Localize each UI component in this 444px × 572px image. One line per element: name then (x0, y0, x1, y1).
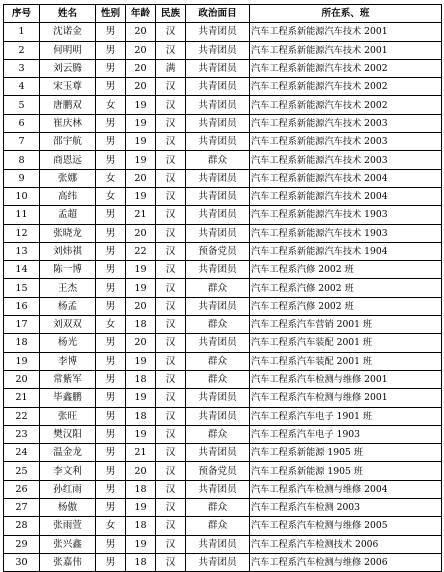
cell-serial: 7 (4, 133, 40, 151)
cell-age: 19 (126, 96, 156, 114)
cell-serial: 20 (4, 370, 40, 388)
cell-serial: 21 (4, 389, 40, 407)
cell-serial: 1 (4, 23, 40, 41)
cell-political-status: 共青团员 (186, 169, 250, 187)
cell-political-status: 共青团员 (186, 114, 250, 132)
cell-department-class: 汽车工程系新能源汽车技术 1903 (250, 224, 442, 242)
cell-political-status: 预备党员 (186, 242, 250, 260)
cell-name: 杨傲 (40, 499, 96, 517)
cell-ethnicity: 满 (156, 59, 186, 77)
cell-department-class: 汽车工程系新能源汽车技术 2002 (250, 78, 442, 96)
cell-department-class: 汽车工程系汽车检测 2003 (250, 499, 442, 517)
table-row (4, 389, 442, 407)
cell-age: 19 (126, 389, 156, 407)
cell-political-status: 预备党员 (186, 462, 250, 480)
cell-ethnicity: 汉 (156, 334, 186, 352)
table-row (4, 78, 442, 96)
cell-department-class: 汽车工程系新能源汽车技术 2003 (250, 151, 442, 169)
cell-gender: 男 (96, 480, 126, 498)
cell-department-class: 汽车工程系新能源 1905 班 (250, 444, 442, 462)
cell-age: 19 (126, 114, 156, 132)
cell-gender: 男 (96, 242, 126, 260)
cell-political-status: 共青团员 (186, 78, 250, 96)
cell-serial: 4 (4, 78, 40, 96)
table-row (4, 425, 442, 443)
cell-name: 高纬 (40, 187, 96, 205)
cell-gender: 男 (96, 297, 126, 315)
table-row (4, 151, 442, 169)
cell-ethnicity: 汉 (156, 499, 186, 517)
cell-gender: 男 (96, 389, 126, 407)
cell-name: 崔庆林 (40, 114, 96, 132)
cell-gender: 男 (96, 535, 126, 553)
cell-age: 18 (126, 553, 156, 571)
cell-ethnicity: 汉 (156, 462, 186, 480)
roster-table-container (3, 4, 442, 572)
cell-age: 20 (126, 224, 156, 242)
cell-age: 20 (126, 169, 156, 187)
cell-gender: 男 (96, 334, 126, 352)
cell-political-status: 群众 (186, 425, 250, 443)
cell-department-class: 汽车工程系汽车电子 1903 (250, 425, 442, 443)
cell-gender: 男 (96, 114, 126, 132)
header-row (4, 5, 442, 23)
header-name: 姓名 (40, 5, 96, 23)
cell-political-status: 共青团员 (186, 444, 250, 462)
cell-department-class: 汽车工程系汽车检测与维修 2005 (250, 517, 442, 535)
cell-gender: 男 (96, 370, 126, 388)
cell-political-status: 群众 (186, 499, 250, 517)
cell-ethnicity: 汉 (156, 425, 186, 443)
cell-serial: 25 (4, 462, 40, 480)
cell-department-class: 汽车工程系新能源汽车技术 1904 (250, 242, 442, 260)
cell-political-status: 共青团员 (186, 41, 250, 59)
cell-name: 张雨萱 (40, 517, 96, 535)
cell-gender: 男 (96, 23, 126, 41)
cell-ethnicity: 汉 (156, 444, 186, 462)
cell-ethnicity: 汉 (156, 23, 186, 41)
cell-name: 张晓龙 (40, 224, 96, 242)
cell-name: 常紫军 (40, 370, 96, 388)
cell-age: 21 (126, 444, 156, 462)
cell-serial: 6 (4, 114, 40, 132)
cell-age: 20 (126, 59, 156, 77)
cell-gender: 男 (96, 151, 126, 169)
cell-ethnicity: 汉 (156, 352, 186, 370)
cell-name: 张嘉伟 (40, 553, 96, 571)
table-row (4, 96, 442, 114)
cell-serial: 27 (4, 499, 40, 517)
cell-serial: 13 (4, 242, 40, 260)
table-row (4, 352, 442, 370)
cell-name: 张旺 (40, 407, 96, 425)
cell-name: 张娜 (40, 169, 96, 187)
table-row (4, 187, 442, 205)
cell-ethnicity: 汉 (156, 224, 186, 242)
cell-serial: 5 (4, 96, 40, 114)
table-row (4, 133, 442, 151)
cell-serial: 22 (4, 407, 40, 425)
cell-political-status: 共青团员 (186, 297, 250, 315)
cell-political-status: 共青团员 (186, 224, 250, 242)
cell-ethnicity: 汉 (156, 370, 186, 388)
cell-age: 18 (126, 407, 156, 425)
cell-department-class: 汽车工程系新能源汽车技术 2001 (250, 23, 442, 41)
cell-name: 刘云腾 (40, 59, 96, 77)
cell-political-status: 共青团员 (186, 23, 250, 41)
cell-ethnicity: 汉 (156, 407, 186, 425)
cell-gender: 男 (96, 499, 126, 517)
table-row (4, 23, 442, 41)
cell-gender: 男 (96, 352, 126, 370)
cell-department-class: 汽车工程系新能源汽车技术 2004 (250, 187, 442, 205)
cell-serial: 3 (4, 59, 40, 77)
cell-serial: 29 (4, 535, 40, 553)
cell-serial: 15 (4, 279, 40, 297)
cell-ethnicity: 汉 (156, 261, 186, 279)
cell-serial: 10 (4, 187, 40, 205)
cell-department-class: 汽车工程系新能源汽车技术 2003 (250, 133, 442, 151)
cell-name: 杨光 (40, 334, 96, 352)
cell-gender: 男 (96, 279, 126, 297)
table-header (4, 5, 442, 23)
cell-name: 唐鹏双 (40, 96, 96, 114)
cell-age: 20 (126, 41, 156, 59)
cell-ethnicity: 汉 (156, 96, 186, 114)
cell-department-class: 汽车工程系汽车检测与维修 2004 (250, 480, 442, 498)
cell-political-status: 共青团员 (186, 96, 250, 114)
cell-department-class: 汽车工程系汽修 2002 班 (250, 261, 442, 279)
cell-gender: 女 (96, 187, 126, 205)
table-row (4, 224, 442, 242)
cell-department-class: 汽车工程系新能源汽车技术 2004 (250, 169, 442, 187)
cell-age: 22 (126, 242, 156, 260)
cell-political-status: 共青团员 (186, 187, 250, 205)
header-age: 年龄 (126, 5, 156, 23)
cell-gender: 男 (96, 206, 126, 224)
cell-department-class: 汽车工程系汽车装配 2001 班 (250, 334, 442, 352)
cell-gender: 男 (96, 444, 126, 462)
cell-ethnicity: 汉 (156, 133, 186, 151)
table-row (4, 297, 442, 315)
table-row (4, 41, 442, 59)
cell-department-class: 汽车工程系新能源 1905 班 (250, 462, 442, 480)
header-gender: 性别 (96, 5, 126, 23)
table-body (4, 23, 442, 572)
cell-serial: 16 (4, 297, 40, 315)
cell-department-class: 汽车工程系新能源汽车技术 2003 (250, 114, 442, 132)
cell-political-status: 共青团员 (186, 59, 250, 77)
cell-age: 19 (126, 187, 156, 205)
cell-name: 温金龙 (40, 444, 96, 462)
cell-age: 19 (126, 425, 156, 443)
cell-department-class: 汽车工程系汽车检测与维修 2001 (250, 370, 442, 388)
cell-gender: 女 (96, 96, 126, 114)
cell-gender: 女 (96, 517, 126, 535)
table-row (4, 462, 442, 480)
table-row (4, 407, 442, 425)
cell-age: 19 (126, 279, 156, 297)
table-row (4, 499, 442, 517)
cell-political-status: 共青团员 (186, 389, 250, 407)
cell-name: 王杰 (40, 279, 96, 297)
cell-name: 孟超 (40, 206, 96, 224)
cell-name: 陈一博 (40, 261, 96, 279)
cell-age: 18 (126, 517, 156, 535)
cell-political-status: 共青团员 (186, 553, 250, 571)
cell-department-class: 汽车工程系汽修 2002 班 (250, 279, 442, 297)
cell-name: 李博 (40, 352, 96, 370)
table-row (4, 206, 442, 224)
cell-political-status: 共青团员 (186, 407, 250, 425)
table-row (4, 444, 442, 462)
cell-name: 邵宇航 (40, 133, 96, 151)
cell-serial: 2 (4, 41, 40, 59)
cell-ethnicity: 汉 (156, 316, 186, 334)
cell-serial: 11 (4, 206, 40, 224)
cell-name: 沈诺金 (40, 23, 96, 41)
cell-gender: 男 (96, 553, 126, 571)
cell-name: 张兴鑫 (40, 535, 96, 553)
cell-ethnicity: 汉 (156, 114, 186, 132)
cell-age: 19 (126, 261, 156, 279)
cell-name: 刘炜祺 (40, 242, 96, 260)
table-row (4, 261, 442, 279)
cell-age: 20 (126, 334, 156, 352)
cell-name: 刘双双 (40, 316, 96, 334)
header-department-class: 所在系、班 (250, 5, 442, 23)
cell-department-class: 汽车工程系汽修 2002 班 (250, 297, 442, 315)
cell-ethnicity: 汉 (156, 41, 186, 59)
cell-serial: 26 (4, 480, 40, 498)
cell-political-status: 群众 (186, 370, 250, 388)
cell-ethnicity: 汉 (156, 169, 186, 187)
cell-ethnicity: 汉 (156, 297, 186, 315)
cell-serial: 9 (4, 169, 40, 187)
cell-name: 宋玉尊 (40, 78, 96, 96)
cell-gender: 女 (96, 169, 126, 187)
table-row (4, 242, 442, 260)
cell-gender: 男 (96, 261, 126, 279)
cell-age: 18 (126, 480, 156, 498)
cell-serial: 30 (4, 553, 40, 571)
cell-name: 李文利 (40, 462, 96, 480)
cell-ethnicity: 汉 (156, 553, 186, 571)
cell-age: 20 (126, 462, 156, 480)
cell-political-status: 共青团员 (186, 334, 250, 352)
cell-name: 孙红雨 (40, 480, 96, 498)
header-political-status: 政治面目 (186, 5, 250, 23)
cell-political-status: 群众 (186, 151, 250, 169)
cell-political-status: 共青团员 (186, 261, 250, 279)
cell-ethnicity: 汉 (156, 480, 186, 498)
cell-gender: 男 (96, 462, 126, 480)
table-row (4, 59, 442, 77)
cell-name: 杨孟 (40, 297, 96, 315)
cell-age: 19 (126, 352, 156, 370)
cell-political-status: 共青团员 (186, 206, 250, 224)
cell-ethnicity: 汉 (156, 535, 186, 553)
table-row (4, 480, 442, 498)
cell-gender: 男 (96, 407, 126, 425)
cell-age: 18 (126, 370, 156, 388)
cell-department-class: 汽车工程系汽车检测与维修 2001 (250, 389, 442, 407)
table-row (4, 279, 442, 297)
cell-political-status: 共青团员 (186, 133, 250, 151)
cell-serial: 28 (4, 517, 40, 535)
cell-serial: 17 (4, 316, 40, 334)
cell-name: 毕鑫鹏 (40, 389, 96, 407)
cell-department-class: 汽车工程系新能源汽车技术 2002 (250, 59, 442, 77)
cell-age: 19 (126, 151, 156, 169)
cell-serial: 8 (4, 151, 40, 169)
cell-serial: 19 (4, 352, 40, 370)
cell-department-class: 汽车工程系新能源汽车技术 1903 (250, 206, 442, 224)
cell-age: 20 (126, 297, 156, 315)
cell-department-class: 汽车工程系汽车检测技术 2006 (250, 535, 442, 553)
cell-ethnicity: 汉 (156, 187, 186, 205)
cell-department-class: 汽车工程系汽车装配 2001 班 (250, 352, 442, 370)
cell-political-status: 群众 (186, 352, 250, 370)
cell-gender: 男 (96, 59, 126, 77)
cell-gender: 男 (96, 224, 126, 242)
cell-ethnicity: 汉 (156, 279, 186, 297)
table-row (4, 370, 442, 388)
cell-age: 20 (126, 78, 156, 96)
cell-political-status: 共青团员 (186, 480, 250, 498)
table-row (4, 334, 442, 352)
cell-name: 何明明 (40, 41, 96, 59)
cell-department-class: 汽车工程系汽车电子 1901 班 (250, 407, 442, 425)
cell-department-class: 汽车工程系汽车营销 2001 班 (250, 316, 442, 334)
cell-age: 19 (126, 535, 156, 553)
cell-ethnicity: 汉 (156, 151, 186, 169)
cell-department-class: 汽车工程系新能源汽车技术 2002 (250, 96, 442, 114)
cell-serial: 14 (4, 261, 40, 279)
header-ethnicity: 民族 (156, 5, 186, 23)
cell-serial: 12 (4, 224, 40, 242)
cell-ethnicity: 汉 (156, 78, 186, 96)
table-row (4, 517, 442, 535)
cell-gender: 男 (96, 133, 126, 151)
table-row (4, 114, 442, 132)
cell-serial: 23 (4, 425, 40, 443)
cell-ethnicity: 汉 (156, 242, 186, 260)
cell-age: 20 (126, 23, 156, 41)
cell-department-class: 汽车工程系汽车检测与维修 2006 (250, 553, 442, 571)
cell-age: 19 (126, 133, 156, 151)
cell-ethnicity: 汉 (156, 517, 186, 535)
cell-name: 商恩远 (40, 151, 96, 169)
cell-gender: 女 (96, 316, 126, 334)
cell-serial: 24 (4, 444, 40, 462)
cell-gender: 男 (96, 78, 126, 96)
cell-political-status: 共青团员 (186, 535, 250, 553)
cell-gender: 男 (96, 41, 126, 59)
cell-ethnicity: 汉 (156, 389, 186, 407)
cell-serial: 18 (4, 334, 40, 352)
cell-ethnicity: 汉 (156, 206, 186, 224)
cell-age: 19 (126, 499, 156, 517)
cell-political-status: 群众 (186, 316, 250, 334)
table-row (4, 316, 442, 334)
header-serial: 序号 (4, 5, 40, 23)
cell-name: 樊汉阳 (40, 425, 96, 443)
cell-political-status: 群众 (186, 279, 250, 297)
cell-gender: 男 (96, 425, 126, 443)
table-row (4, 169, 442, 187)
cell-political-status: 群众 (186, 517, 250, 535)
cell-department-class: 汽车工程系新能源汽车技术 2001 (250, 41, 442, 59)
cell-age: 18 (126, 316, 156, 334)
student-roster-table (3, 4, 442, 572)
cell-age: 21 (126, 206, 156, 224)
table-row (4, 535, 442, 553)
